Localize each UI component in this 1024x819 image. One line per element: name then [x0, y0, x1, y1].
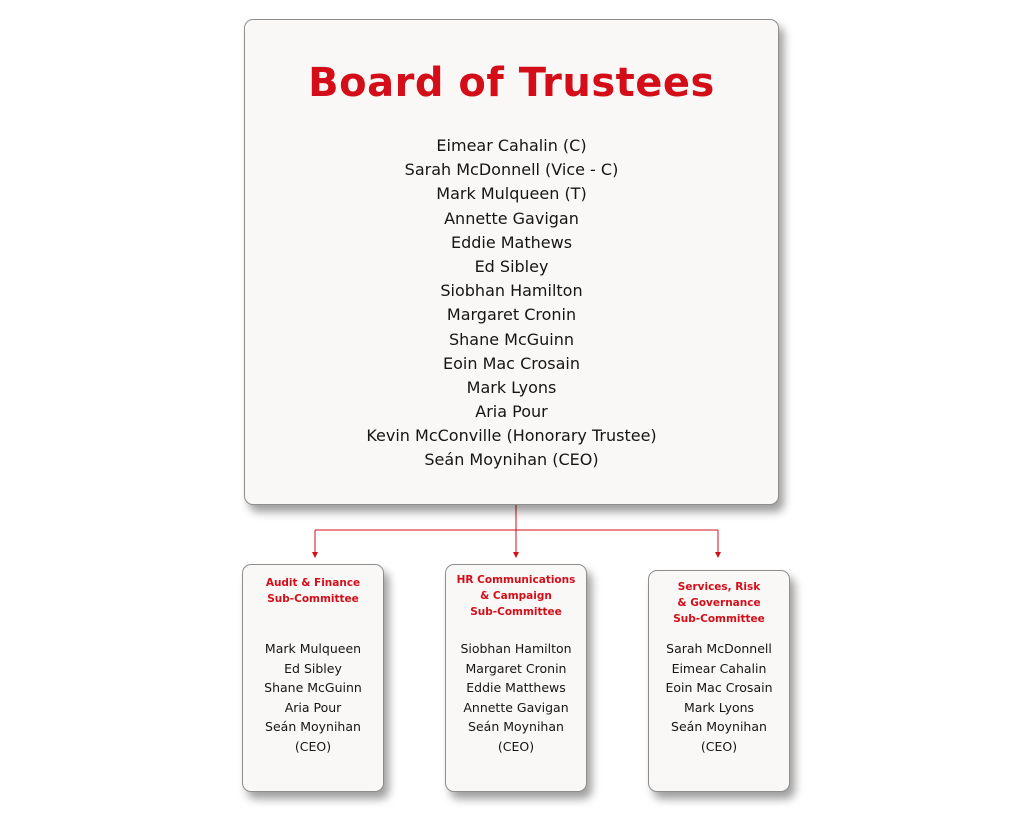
committee-member: Aria Pour [284, 699, 342, 715]
board-member: Ed Sibley [474, 256, 549, 276]
committee-title-line: Sub-Committee [470, 605, 562, 618]
committee-title [649, 580, 789, 627]
board-member: Margaret Cronin [446, 305, 577, 325]
board-member-list [245, 134, 778, 473]
committee-title-line: HR Communications [456, 574, 576, 586]
board-member: Annette Gavigan [444, 208, 579, 228]
board-member: Mark Mulqueen (T) [436, 184, 587, 204]
committee-title-line: Audit & Finance [265, 577, 361, 589]
committee-member-list [446, 639, 586, 757]
committee-member: (CEO) [700, 738, 738, 754]
committee-member-list [649, 639, 789, 757]
board-member: Aria Pour [475, 402, 548, 422]
board-member: Eddie Mathews [450, 232, 573, 252]
committee-member-list [243, 639, 383, 757]
committee-member: (CEO) [294, 738, 332, 754]
board-member: Kevin McConville (Honorary Trustee) [366, 426, 657, 446]
committee-member: Seán Moynihan [468, 719, 564, 735]
board-of-trustees-card [244, 19, 779, 505]
board-member: Siobhan Hamilton [440, 281, 583, 301]
committee-member: Margaret Cronin [465, 660, 567, 676]
arrowhead-audit [312, 552, 318, 558]
committee-title-line: & Campaign [480, 589, 552, 602]
committee-member: Eoin Mac Crosain [665, 680, 773, 696]
committee-member: Ed Sibley [284, 660, 342, 676]
committee-member: Siobhan Hamilton [460, 641, 572, 656]
committee-member: Annette Gavigan [463, 699, 569, 715]
committee-title [446, 573, 586, 620]
committee-member: Seán Moynihan [671, 719, 767, 735]
arrowhead-services [715, 552, 721, 558]
hr-communications-committee-card [445, 564, 587, 792]
board-member: Mark Lyons [466, 377, 557, 397]
committee-member: Eddie Matthews [466, 680, 566, 696]
arrowhead-hr [513, 552, 519, 558]
committee-member: Mark Lyons [683, 699, 755, 715]
board-member: Eimear Cahalin (C) [436, 136, 587, 155]
committee-title-line: Sub-Committee [267, 592, 359, 605]
committee-title-line: Sub-Committee [673, 612, 765, 625]
committee-member: Shane McGuinn [264, 680, 362, 696]
committee-member: Mark Mulqueen [264, 641, 362, 656]
committee-title-line: & Governance [677, 596, 761, 609]
board-title: Board of Trustees [308, 60, 715, 106]
board-member: Seán Moynihan (CEO) [424, 450, 599, 470]
committee-member: Seán Moynihan [265, 719, 361, 735]
audit-finance-committee-card [242, 564, 384, 792]
board-member: Eoin Mac Crosain [443, 353, 580, 373]
board-member: Shane McGuinn [448, 329, 575, 349]
committee-member: Sarah McDonnell [666, 641, 772, 656]
board-member: Sarah McDonnell (Vice - C) [404, 160, 619, 180]
committee-title [243, 576, 383, 608]
services-risk-committee-card [648, 570, 790, 792]
committee-member: Eimear Cahalin [671, 660, 767, 676]
committee-member: (CEO) [497, 738, 535, 754]
committee-title-line: Services, Risk [677, 581, 761, 593]
